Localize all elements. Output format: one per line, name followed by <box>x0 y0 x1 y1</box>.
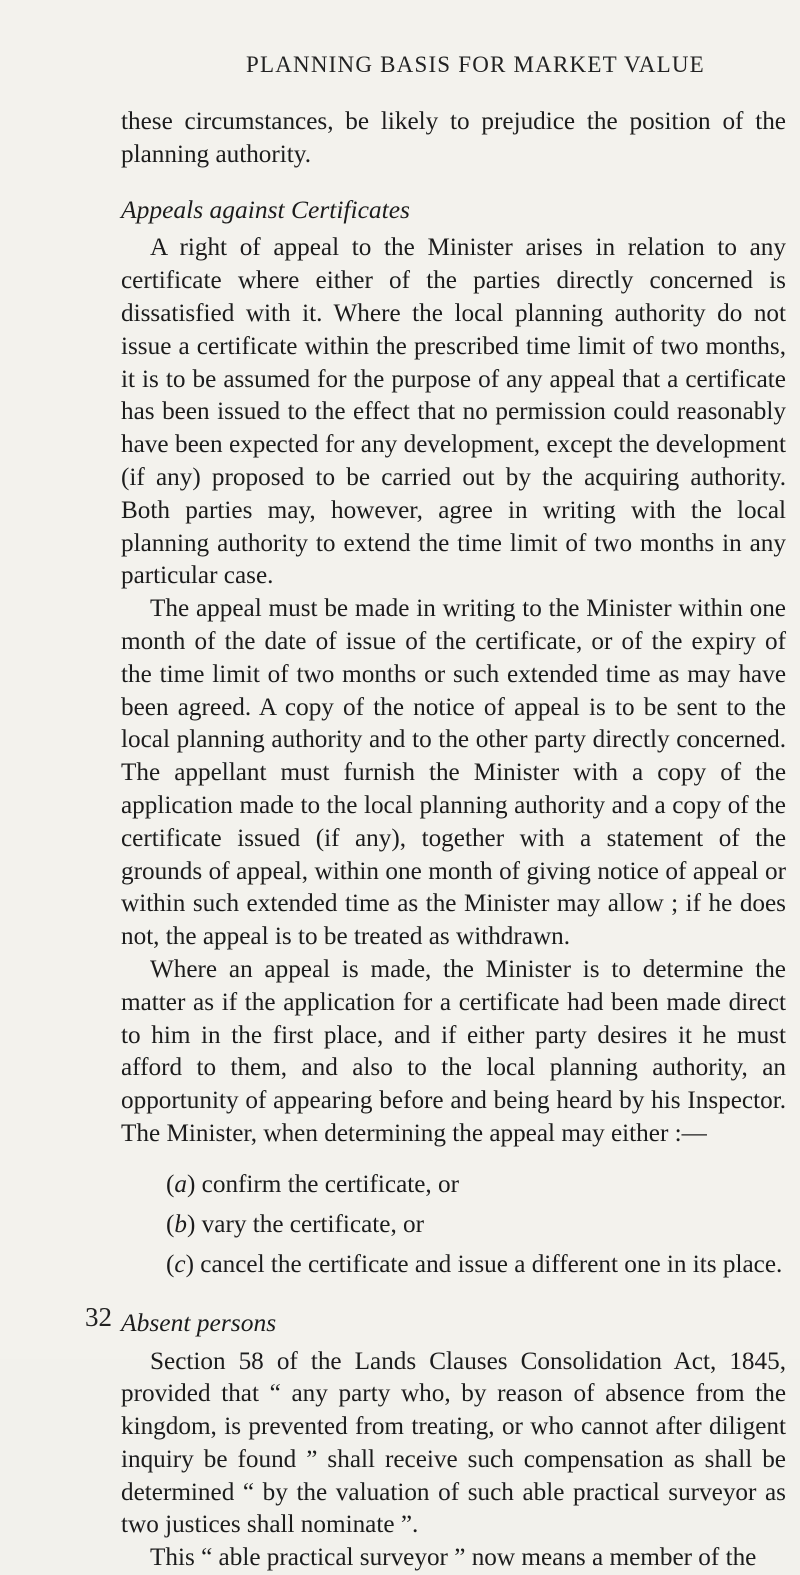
option-marker: (b) <box>166 1210 196 1238</box>
section-heading-appeals: Appeals against Certificates <box>121 194 410 224</box>
option-marker: (c) <box>166 1250 194 1278</box>
option-text: cancel the certificate and issue a different one in its place. <box>200 1250 783 1278</box>
body-text <box>121 106 786 1575</box>
option-text: confirm the certificate, or <box>201 1170 460 1198</box>
appeals-paragraph-2: The appeal must be made in writing to the Minister within one month of the date of issue of the certificate, or of the expiry of the time limit of two months or such extended time as may have been agreed. A copy of the notice of appeal is to be sent to the local planning authority and to the other party directly concerned. The appellant must furnish the Minister with a copy of the application made to the local planning authority and a copy of the certificate issued (if any), together with a statement of the grounds of appeal, within one month of giving notice of appeal or within such extended time as the Minister may allow ; if he does not, the appeal is to be treated as withdrawn. <box>121 595 786 951</box>
section-heading-absent-persons: Absent persons <box>121 1307 277 1337</box>
absent-paragraph-2: This “ able practical surveyor ” now means a member of the <box>150 1544 757 1572</box>
option-item <box>121 1245 786 1285</box>
option-text: vary the certificate, or <box>201 1210 425 1238</box>
appeals-paragraph-1: A right of appeal to the Minister arises in relation to any certificate where either of the parties directly concerned is dissatisfied with it. Where the local planning authority do not issue a certificate within the prescribed time limit of two months, it is to be assumed for the purpose of any appeal that a certificate has been issued to the effect that no permission could reasonably have been expected for any development, except the development (if any) proposed to be carried out by the acquiring authority. Both parties may, however, agree in writing with the local planning authority to extend the time limit of two months in any particular case. <box>121 234 786 590</box>
running-head: PLANNING BASIS FOR MARKET VALUE <box>246 52 705 77</box>
page-number: 32 <box>85 1302 112 1332</box>
option-item <box>121 1165 786 1205</box>
opening-paragraph: these circumstances, be likely to prejudice the position of the planning authority. <box>121 108 786 168</box>
option-item <box>121 1205 786 1245</box>
appeals-paragraph-3: Where an appeal is made, the Minister is to determine the matter as if the application for a certificate had been made direct to him in the first place, and if either party desires it he must afford to them, and also to the local planning authority, an opportunity of appearing before and being heard by his Inspector. The Minister, when determining the appeal may either :— <box>121 955 786 1147</box>
option-marker: (a) <box>166 1170 196 1198</box>
absent-paragraph-1: Section 58 of the Lands Clauses Consolidation Act, 1845, provided that “ any party who, by reason of absence from the kingdom, is prevented from treating, or who cannot after diligent inquiry be found ” shall receive such compensation as shall be determined “ by the valuation of such able practical surveyor as two justices shall nominate ”. <box>121 1347 786 1539</box>
determination-options <box>121 1165 786 1285</box>
